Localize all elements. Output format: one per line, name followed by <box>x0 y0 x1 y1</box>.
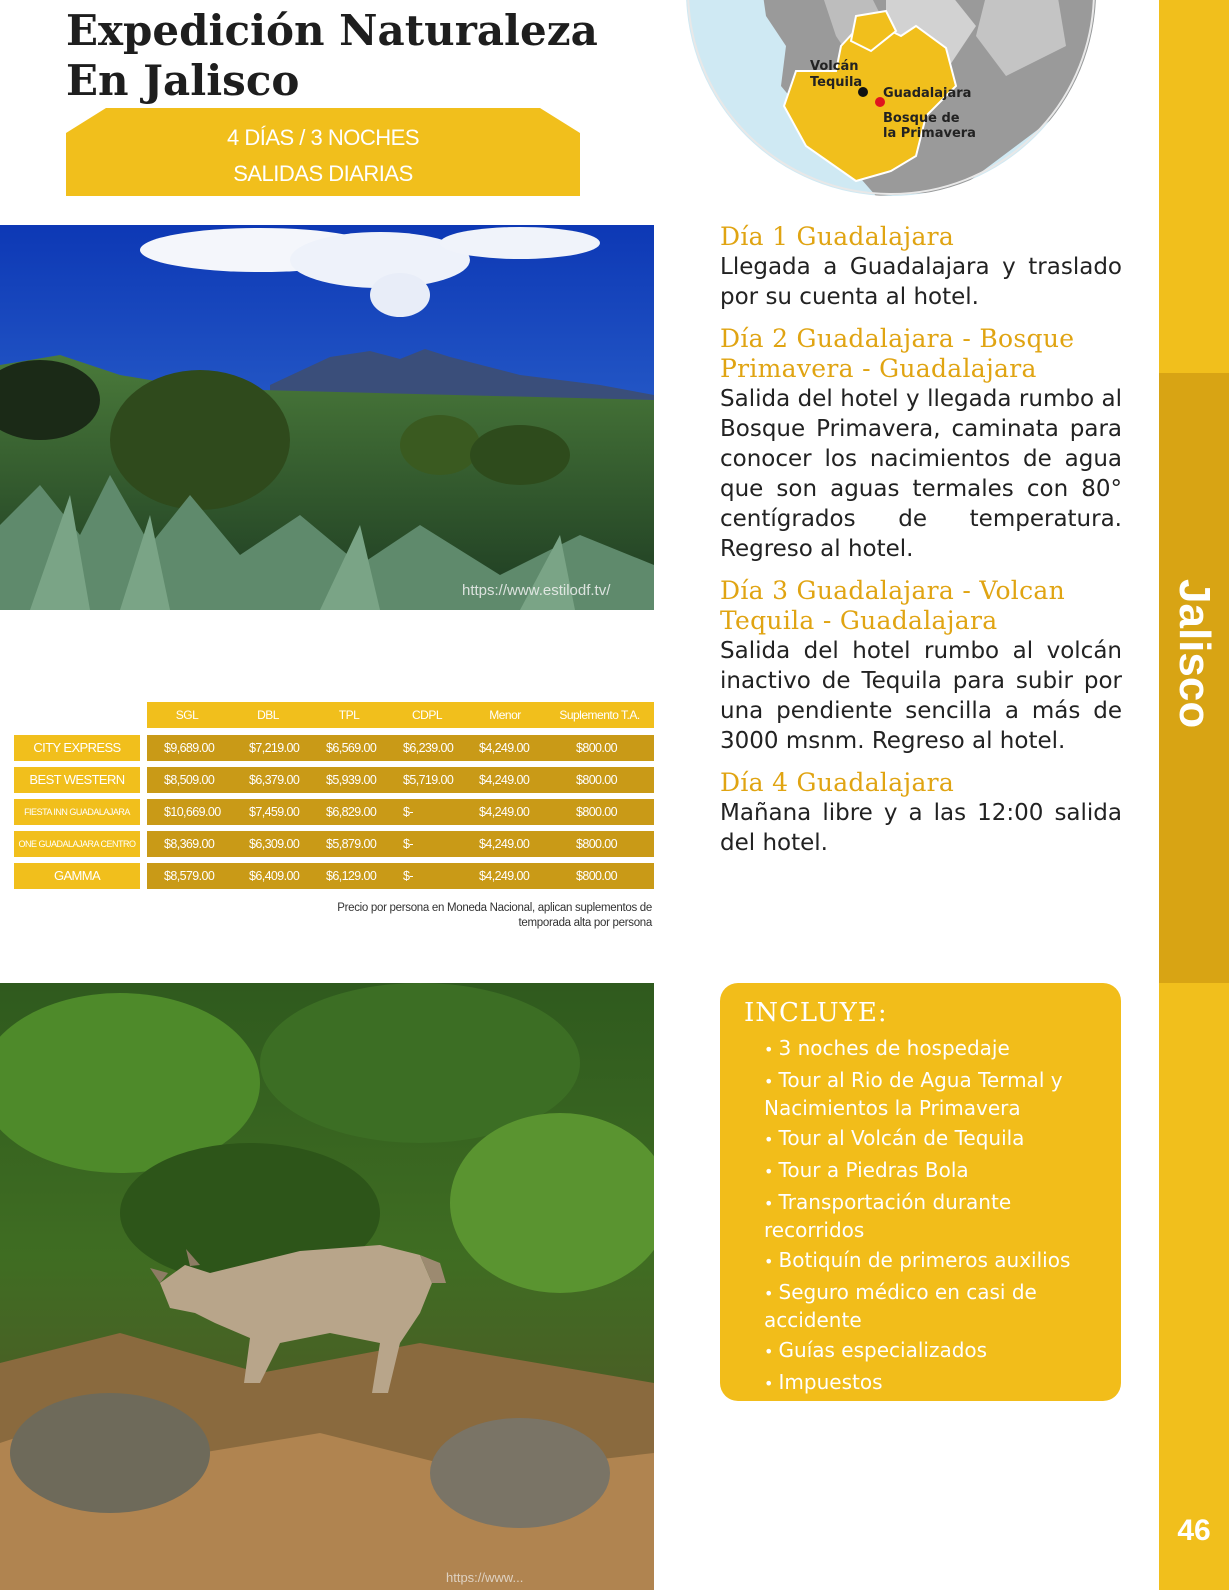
hotel-name: FIESTA INN GUADALAJARA <box>14 799 140 825</box>
price-cell: $- <box>403 869 413 883</box>
price-note-line-2: temporada alta por persona <box>518 917 652 929</box>
day-4-text: Mañana libre y a las 12:00 salida del hotel. <box>720 800 1122 856</box>
price-cell: $800.00 <box>576 773 617 787</box>
includes-title: INCLUYE: <box>744 998 888 1028</box>
side-label <box>1159 373 1229 983</box>
list-item: • Transportación durante recorridos <box>764 1189 1104 1243</box>
day-2-title: Día 2 Guadalajara - Bosque Primavera - Guadalajara <box>720 324 1075 383</box>
map-label-guadalajara: Guadalajara <box>883 86 972 101</box>
price-cell: $4,249.00 <box>479 869 530 883</box>
price-cell: $6,569.00 <box>326 741 377 755</box>
side-strip-bottom <box>1159 983 1229 1590</box>
price-note-line-1: Precio por persona en Moneda Nacional, aplican suplementos de <box>337 902 652 914</box>
price-cell: $5,879.00 <box>326 837 377 851</box>
col-header-dbl: DBL <box>227 702 309 728</box>
list-item: • Guías especializados <box>764 1337 1104 1365</box>
jalisco-map <box>686 0 1096 196</box>
col-header-suplemento: Suplemento T.A. <box>545 702 654 728</box>
map-label-volcan: Volcán <box>810 59 859 74</box>
list-item: • Botiquín de primeros auxilios <box>764 1247 1104 1275</box>
map-label-primavera: la Primavera <box>883 126 976 141</box>
price-cell: $4,249.00 <box>479 805 530 819</box>
day-2-text: Salida del hotel y llegada rumbo al Bosque Primavera, caminata para conocer los nacimientos de agua que son aguas termales con 80° centígrados de temperatura. Regreso al hotel. <box>720 386 1122 562</box>
price-cell: $7,459.00 <box>249 805 300 819</box>
price-cell: $8,579.00 <box>164 869 215 883</box>
price-cell: $10,669.00 <box>164 805 221 819</box>
price-cell: $8,509.00 <box>164 773 215 787</box>
price-cell: $6,309.00 <box>249 837 300 851</box>
price-cell: $800.00 <box>576 741 617 755</box>
list-item: • 3 noches de hospedaje <box>764 1035 1104 1063</box>
photo-credit: https://www... <box>446 1570 524 1585</box>
price-cell: $6,409.00 <box>249 869 300 883</box>
price-cell: $800.00 <box>576 837 617 851</box>
side-strip-top <box>1159 0 1229 373</box>
list-item: • Tour al Volcán de Tequila <box>764 1125 1104 1153</box>
title-line-2: En Jalisco <box>66 56 300 105</box>
side-label-text: Jalisco <box>1170 579 1219 729</box>
day-1-title: Día 1 Guadalajara <box>720 222 955 251</box>
price-cell: $8,369.00 <box>164 837 215 851</box>
day-1-text: Llegada a Guadalajara y traslado por su cuenta al hotel. <box>720 254 1122 310</box>
price-cell: $6,379.00 <box>249 773 300 787</box>
agave-landscape-photo <box>0 225 654 610</box>
banner-duration: 4 DÍAS / 3 NOCHES <box>226 125 419 150</box>
page-number: 46 <box>1177 1514 1211 1547</box>
price-cell: $4,249.00 <box>479 773 530 787</box>
duration-banner <box>66 108 580 196</box>
hotel-name: GAMMA <box>14 863 140 889</box>
price-cell: $5,939.00 <box>326 773 377 787</box>
price-cell: $6,829.00 <box>326 805 377 819</box>
map-label-bosque: Bosque de <box>883 111 960 126</box>
price-cell: $6,129.00 <box>326 869 377 883</box>
hotel-name: CITY EXPRESS <box>14 735 140 761</box>
col-header-sgl: SGL <box>147 702 227 728</box>
itinerary <box>720 222 1122 870</box>
price-cell: $- <box>403 837 413 851</box>
price-cell: $6,239.00 <box>403 741 454 755</box>
list-item: • Tour al Rio de Agua Termal y Nacimientos la Primavera <box>764 1067 1104 1121</box>
price-cell: $5,719.00 <box>403 773 454 787</box>
includes-list <box>764 1035 1104 1401</box>
list-item: • Tour a Piedras Bola <box>764 1157 1104 1185</box>
col-header-menor: Menor <box>465 702 545 728</box>
price-note <box>290 901 652 931</box>
price-cell: $- <box>403 805 413 819</box>
list-item: • Impuestos <box>764 1369 1104 1397</box>
day-4-title: Día 4 Guadalajara <box>720 768 955 797</box>
page-title <box>66 6 626 106</box>
title-line-1: Expedición Naturaleza <box>66 6 598 55</box>
price-cell: $9,689.00 <box>164 741 215 755</box>
banner-departures: SALIDAS DIARIAS <box>233 161 413 186</box>
day-3-title: Día 3 Guadalajara - Volcan Tequila - Guadalajara <box>720 576 1065 635</box>
price-cell: $7,219.00 <box>249 741 300 755</box>
bobcat-forest-photo <box>0 983 654 1590</box>
hotel-name: BEST WESTERN <box>14 767 140 793</box>
price-cell: $800.00 <box>576 805 617 819</box>
list-item: • Seguro médico en casi de accidente <box>764 1279 1104 1333</box>
price-cell: $4,249.00 <box>479 837 530 851</box>
col-header-cdpl: CDPL <box>389 702 465 728</box>
map-label-tequila: Tequila <box>810 75 863 90</box>
col-header-tpl: TPL <box>309 702 389 728</box>
photo-credit: https://www.estilodf.tv/ <box>462 582 611 599</box>
price-cell: $800.00 <box>576 869 617 883</box>
hotel-name: ONE GUADALAJARA CENTRO <box>14 831 140 857</box>
price-cell: $4,249.00 <box>479 741 530 755</box>
day-3-text: Salida del hotel rumbo al volcán inactivo de Tequila para subir por una pendiente sencilla a más de 3000 msnm. Regreso al hotel. <box>720 638 1122 754</box>
